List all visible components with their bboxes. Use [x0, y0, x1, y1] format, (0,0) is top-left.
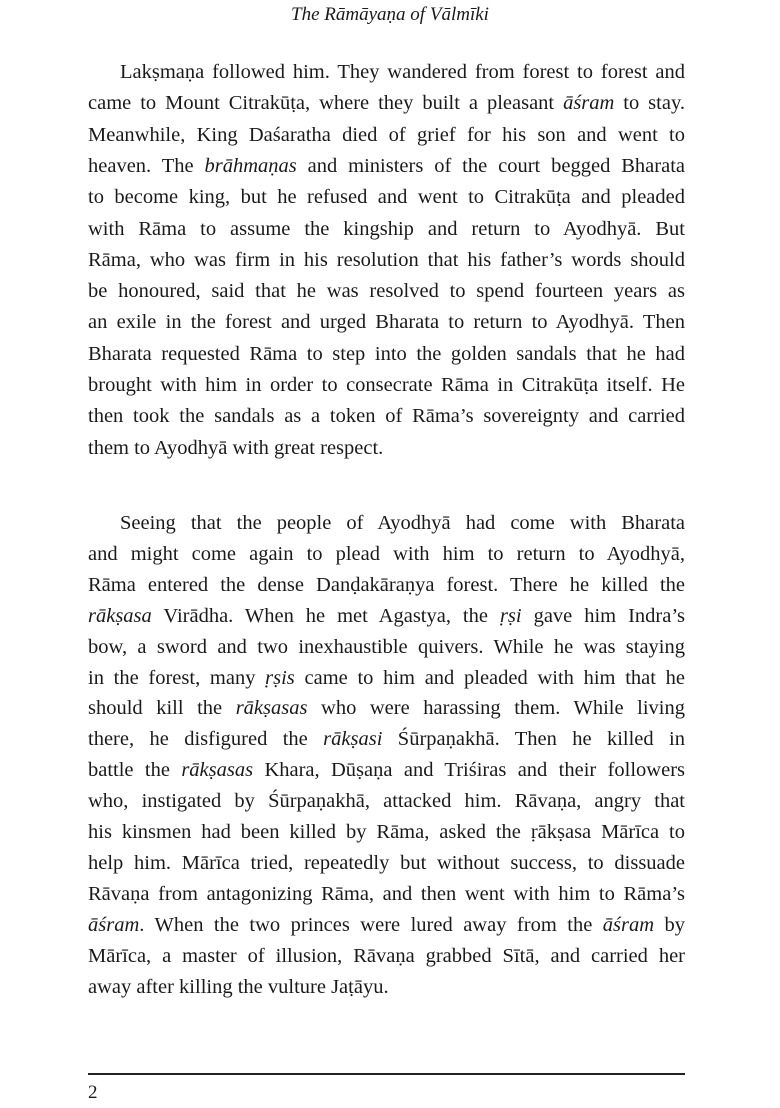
text-segment: Virādha. When he met Agastya, the: [151, 604, 500, 627]
text-segment: Rāma, who was firm in his resolution that his father’s words should: [88, 248, 685, 271]
text-line: [88, 372, 685, 398]
text-line: [88, 278, 685, 304]
italic-term: brāhmaṇas: [204, 154, 297, 177]
text-segment: be honoured, said that he was resolved to spend fourteen years as: [88, 280, 685, 303]
text-segment: heaven. The: [88, 154, 205, 177]
text-segment: Śūrpaṇakhā. Then he killed in: [382, 728, 685, 751]
italic-term: rākṣasas: [235, 697, 308, 720]
text-line: [88, 309, 685, 335]
text-line: [88, 572, 685, 598]
text-segment: Lakṣmaṇa followed him. They wandered from forest to forest and: [120, 61, 685, 83]
text-line: [88, 603, 685, 629]
text-segment: who were harassing them. While living: [307, 697, 685, 720]
text-segment: bow, a sword and two inexhaustible quivers. While he was staying: [88, 635, 685, 658]
text-line: [88, 435, 685, 461]
text-line: [88, 216, 685, 242]
text-line: [88, 541, 685, 567]
page-number: 2: [88, 1082, 98, 1103]
text-segment: Mārīca, a master of illusion, Rāvaṇa grabbed Sītā, and carried her: [88, 944, 685, 967]
text-segment: away after killing the vulture Jaṭāyu.: [88, 975, 389, 998]
text-segment: Bharata requested Rāma to step into the golden sandals that he had: [88, 342, 685, 365]
text-line: [88, 665, 685, 691]
text-segment: and ministers of the court begged Bharata: [296, 154, 685, 177]
text-line: [88, 403, 685, 429]
text-segment: Rāma entered the dense Danḍakāraṇya forest. There he killed the: [88, 573, 685, 596]
text-segment: them to Ayodhyā with great respect.: [88, 436, 384, 459]
text-segment: his kinsmen had been killed by Rāma, asked the ṛākṣasa Mārīca to: [88, 821, 685, 843]
text-segment: Rāvaṇa from antagonizing Rāma, and then went with him to Rāma’s: [88, 882, 685, 905]
text-line: [88, 341, 685, 367]
text-segment: help him. Mārīca tried, repeatedly but without success, to dissuade: [88, 851, 685, 874]
text-segment: by: [654, 913, 686, 936]
text-segment: came to Mount Citrakūṭa, where they built a pleasant: [88, 92, 564, 115]
text-line: [88, 788, 685, 814]
italic-term: ṛṣi: [499, 604, 522, 627]
running-header: The Rāmāyaṇa of Vālmīki: [291, 4, 489, 25]
text-segment: in the forest, many: [88, 666, 266, 689]
italic-term: rākṣasi: [323, 728, 383, 751]
footer-rule: [88, 1073, 685, 1075]
text-line: [88, 757, 685, 783]
text-segment: Seeing that the people of Ayodhyā had come with Bharata: [120, 512, 685, 534]
italic-term: āśram: [88, 913, 140, 936]
text-line: [88, 974, 685, 1000]
text-line: [88, 695, 685, 721]
text-segment: Meanwhile, King Daśaratha died of grief for his son and went to: [88, 123, 685, 146]
text-line: [88, 634, 685, 660]
text-segment: gave him Indra’s: [521, 604, 686, 627]
text-line: [88, 943, 685, 969]
text-line: [88, 850, 685, 876]
italic-term: ṛṣis: [265, 666, 295, 689]
text-line: [88, 122, 685, 148]
text-line: [88, 153, 685, 179]
text-segment: brought with him in order to consecrate Rāma in Citrakūṭa itself. He: [88, 374, 685, 396]
text-segment: an exile in the forest and urged Bharata to return to Ayodhyā. Then: [88, 311, 685, 334]
text-segment: with Rāma to assume the kingship and return to Ayodhyā. But: [88, 217, 685, 240]
text-line: [88, 912, 685, 938]
text-segment: should kill the: [88, 697, 236, 720]
text-segment: Khara, Dūṣaṇa and Triśiras and their followers: [253, 759, 685, 782]
text-segment: then took the sandals as a token of Rāma’s sovereignty and carried: [88, 405, 685, 428]
italic-term: rākṣasa: [88, 604, 152, 627]
italic-term: rākṣasas: [181, 759, 254, 782]
text-segment: to stay.: [614, 92, 685, 115]
text-segment: battle the: [88, 759, 182, 782]
text-segment: to become king, but he refused and went to Citrakūṭa and pleaded: [88, 186, 685, 209]
text-line: [88, 90, 685, 116]
text-segment: came to him and pleaded with him that he: [294, 666, 685, 689]
text-segment: and might come again to plead with him to return to Ayodhyā,: [88, 542, 685, 565]
italic-term: āśram: [602, 913, 655, 936]
text-segment: who, instigated by Śūrpaṇakhā, attacked him. Rāvaṇa, angry that: [88, 790, 685, 813]
italic-term: āśram: [563, 92, 615, 115]
text-line: [88, 881, 685, 907]
text-line: [88, 184, 685, 210]
text-line: [88, 819, 685, 845]
text-line: [88, 247, 685, 273]
text-segment: . When the two princes were lured away from the: [139, 913, 603, 936]
text-line: [88, 726, 685, 752]
text-line: [120, 59, 685, 85]
text-line: [120, 510, 685, 536]
text-segment: there, he disfigured the: [88, 728, 324, 751]
